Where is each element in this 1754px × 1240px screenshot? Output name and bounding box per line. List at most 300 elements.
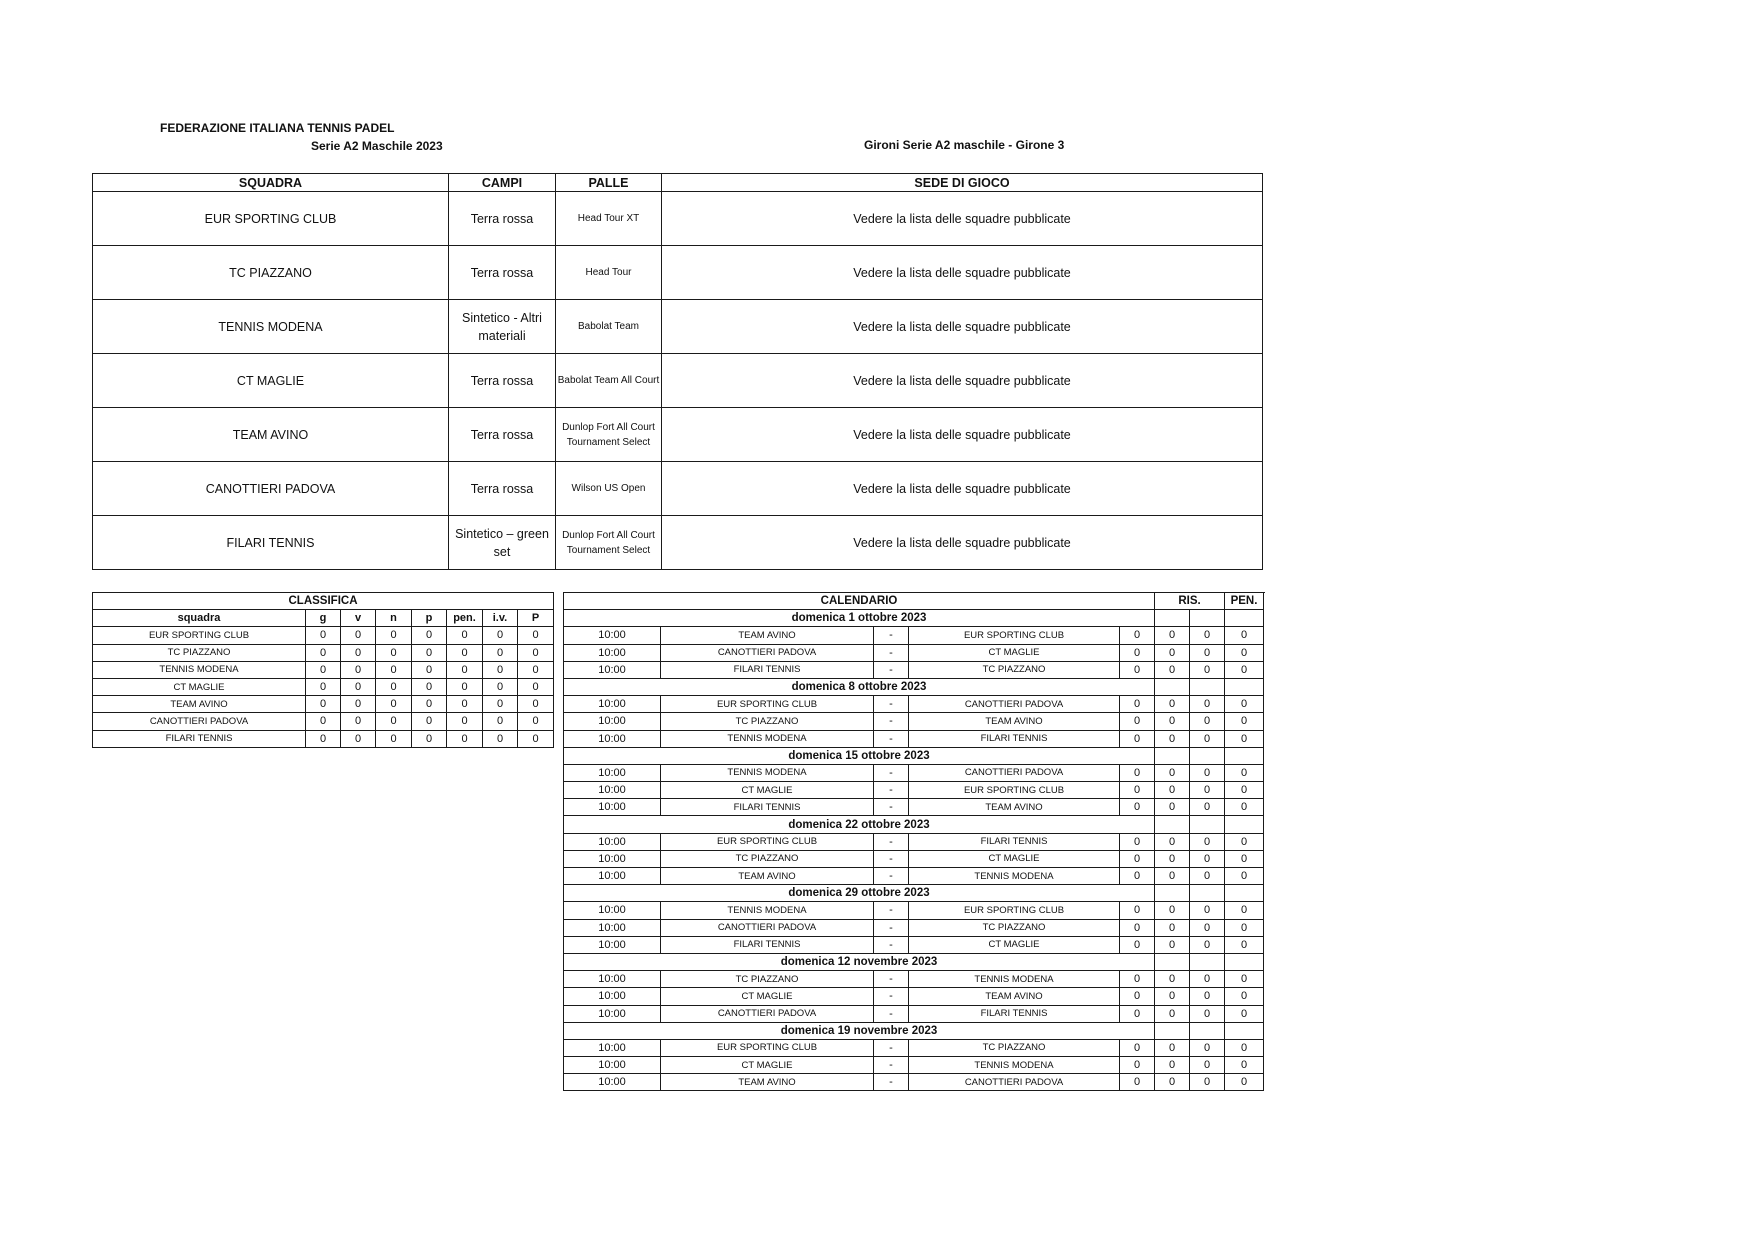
match-score: 0 (1155, 782, 1190, 799)
standing-value: 0 (306, 696, 341, 713)
standing-value: 0 (341, 644, 376, 661)
match-separator: - (874, 936, 909, 953)
match-separator: - (874, 764, 909, 781)
match-time: 10:00 (564, 1005, 661, 1022)
match-separator: - (874, 1074, 909, 1091)
match-away-team: TENNIS MODENA (909, 1057, 1120, 1074)
team-name: TEAM AVINO (93, 408, 449, 462)
table-row (93, 627, 554, 644)
match-score: 0 (1225, 764, 1264, 781)
standing-value: 0 (447, 696, 483, 713)
match-score: 0 (1225, 713, 1264, 730)
match-away-team: CANOTTIERI PADOVA (909, 1074, 1120, 1091)
standing-value: 0 (447, 644, 483, 661)
match-row (564, 902, 1264, 919)
match-score: 0 (1120, 1005, 1155, 1022)
standing-value: 0 (412, 627, 447, 644)
table-row (93, 516, 1263, 570)
match-row (564, 1005, 1264, 1022)
team-campi: Terra rossa (449, 462, 556, 516)
match-home-team: TEAM AVINO (661, 627, 874, 644)
empty-cell (1225, 885, 1264, 902)
pen-header: PEN. (1225, 593, 1264, 610)
match-score: 0 (1155, 1074, 1190, 1091)
match-separator: - (874, 730, 909, 747)
match-away-team: TENNIS MODENA (909, 868, 1120, 885)
empty-cell (1190, 885, 1225, 902)
match-time: 10:00 (564, 799, 661, 816)
match-score: 0 (1190, 919, 1225, 936)
column-header-squadra: SQUADRA (93, 174, 449, 192)
standing-value: 0 (447, 627, 483, 644)
match-score: 0 (1225, 988, 1264, 1005)
team-name: FILARI TENNIS (93, 516, 449, 570)
match-score: 0 (1120, 988, 1155, 1005)
match-home-team: TEAM AVINO (661, 1074, 874, 1091)
match-time: 10:00 (564, 971, 661, 988)
classifica-column-header: v (341, 610, 376, 627)
standing-team: FILARI TENNIS (93, 730, 306, 747)
match-row (564, 988, 1264, 1005)
match-score: 0 (1190, 988, 1225, 1005)
classifica-title: CLASSIFICA (93, 593, 554, 610)
match-score: 0 (1120, 661, 1155, 678)
match-separator: - (874, 661, 909, 678)
match-home-team: CANOTTIERI PADOVA (661, 1005, 874, 1022)
standing-value: 0 (341, 627, 376, 644)
match-score: 0 (1190, 1005, 1225, 1022)
match-row (564, 1039, 1264, 1056)
match-separator: - (874, 850, 909, 867)
standing-value: 0 (341, 696, 376, 713)
match-score: 0 (1190, 764, 1225, 781)
team-campi: Terra rossa (449, 354, 556, 408)
empty-cell (1155, 1022, 1190, 1039)
match-score: 0 (1120, 919, 1155, 936)
standing-value: 0 (412, 678, 447, 695)
match-away-team: TC PIAZZANO (909, 661, 1120, 678)
match-away-team: EUR SPORTING CLUB (909, 902, 1120, 919)
round-date: domenica 22 ottobre 2023 (564, 816, 1155, 833)
table-row (93, 246, 1263, 300)
match-separator: - (874, 868, 909, 885)
match-row (564, 730, 1264, 747)
match-time: 10:00 (564, 868, 661, 885)
column-header-sede: SEDE DI GIOCO (662, 174, 1263, 192)
match-score: 0 (1120, 868, 1155, 885)
match-score: 0 (1225, 799, 1264, 816)
match-away-team: EUR SPORTING CLUB (909, 782, 1120, 799)
match-away-team: TEAM AVINO (909, 799, 1120, 816)
match-time: 10:00 (564, 1074, 661, 1091)
classifica-table (92, 592, 554, 748)
standing-value: 0 (376, 730, 412, 747)
standing-value: 0 (306, 661, 341, 678)
classifica-column-header: pen. (447, 610, 483, 627)
standing-team: CANOTTIERI PADOVA (93, 713, 306, 730)
team-sede: Vedere la lista delle squadre pubblicate (662, 300, 1263, 354)
match-away-team: CT MAGLIE (909, 850, 1120, 867)
match-score: 0 (1120, 730, 1155, 747)
round-date-row (564, 1022, 1264, 1039)
match-score: 0 (1120, 713, 1155, 730)
match-separator: - (874, 1057, 909, 1074)
match-score: 0 (1120, 902, 1155, 919)
standing-value: 0 (306, 713, 341, 730)
standing-value: 0 (412, 644, 447, 661)
standing-value: 0 (306, 644, 341, 661)
match-home-team: TC PIAZZANO (661, 971, 874, 988)
team-palle: Head Tour (556, 246, 662, 300)
team-palle: Babolat Team All Court (556, 354, 662, 408)
match-home-team: TC PIAZZANO (661, 713, 874, 730)
empty-cell (1225, 747, 1264, 764)
match-score: 0 (1120, 627, 1155, 644)
standing-value: 0 (376, 627, 412, 644)
match-score: 0 (1155, 799, 1190, 816)
team-campi: Sintetico – green set (449, 516, 556, 570)
team-palle: Wilson US Open (556, 462, 662, 516)
match-row (564, 971, 1264, 988)
match-score: 0 (1120, 696, 1155, 713)
match-row (564, 644, 1264, 661)
match-score: 0 (1155, 644, 1190, 661)
table-row (93, 696, 554, 713)
match-score: 0 (1120, 936, 1155, 953)
match-score: 0 (1155, 988, 1190, 1005)
table-row (93, 192, 1263, 246)
match-score: 0 (1190, 936, 1225, 953)
match-score: 0 (1225, 661, 1264, 678)
match-row (564, 627, 1264, 644)
series-title: Serie A2 Maschile 2023 (311, 139, 443, 153)
team-campi: Sintetico - Altri materiali (449, 300, 556, 354)
standing-value: 0 (341, 713, 376, 730)
match-score: 0 (1155, 902, 1190, 919)
calendario-title: CALENDARIO (564, 593, 1155, 610)
match-time: 10:00 (564, 1039, 661, 1056)
match-time: 10:00 (564, 833, 661, 850)
round-date: domenica 15 ottobre 2023 (564, 747, 1155, 764)
match-separator: - (874, 696, 909, 713)
standing-value: 0 (412, 696, 447, 713)
match-score: 0 (1155, 1005, 1190, 1022)
standing-value: 0 (447, 730, 483, 747)
match-score: 0 (1190, 868, 1225, 885)
empty-cell (1190, 747, 1225, 764)
table-row (93, 678, 554, 695)
empty-cell (1155, 610, 1190, 627)
team-campi: Terra rossa (449, 408, 556, 462)
classifica-column-header: n (376, 610, 412, 627)
empty-cell (1225, 816, 1264, 833)
match-score: 0 (1155, 764, 1190, 781)
match-away-team: EUR SPORTING CLUB (909, 627, 1120, 644)
standing-value: 0 (518, 678, 554, 695)
match-score: 0 (1225, 902, 1264, 919)
empty-cell (1225, 1022, 1264, 1039)
match-away-team: CANOTTIERI PADOVA (909, 696, 1120, 713)
match-score: 0 (1225, 850, 1264, 867)
match-score: 0 (1155, 919, 1190, 936)
table-row (93, 300, 1263, 354)
match-row (564, 696, 1264, 713)
match-home-team: TENNIS MODENA (661, 764, 874, 781)
classifica-column-header: p (412, 610, 447, 627)
standing-value: 0 (483, 678, 518, 695)
empty-cell (1225, 678, 1264, 695)
classifica-column-header: i.v. (483, 610, 518, 627)
team-campi: Terra rossa (449, 192, 556, 246)
match-separator: - (874, 1005, 909, 1022)
match-home-team: TENNIS MODENA (661, 730, 874, 747)
match-row (564, 936, 1264, 953)
match-time: 10:00 (564, 730, 661, 747)
team-sede: Vedere la lista delle squadre pubblicate (662, 246, 1263, 300)
table-row (93, 462, 1263, 516)
match-score: 0 (1225, 644, 1264, 661)
match-home-team: TENNIS MODENA (661, 902, 874, 919)
match-away-team: FILARI TENNIS (909, 730, 1120, 747)
match-score: 0 (1225, 971, 1264, 988)
table-row (93, 661, 554, 678)
empty-cell (1190, 816, 1225, 833)
table-row (93, 730, 554, 747)
classifica-column-header: g (306, 610, 341, 627)
match-home-team: FILARI TENNIS (661, 936, 874, 953)
table-row (93, 408, 1263, 462)
match-away-team: FILARI TENNIS (909, 1005, 1120, 1022)
match-score: 0 (1190, 1039, 1225, 1056)
match-score: 0 (1155, 971, 1190, 988)
empty-cell (1190, 1022, 1225, 1039)
match-away-team: TENNIS MODENA (909, 971, 1120, 988)
standing-value: 0 (412, 730, 447, 747)
standing-team: CT MAGLIE (93, 678, 306, 695)
standing-value: 0 (306, 627, 341, 644)
match-time: 10:00 (564, 627, 661, 644)
match-home-team: TEAM AVINO (661, 868, 874, 885)
standing-team: EUR SPORTING CLUB (93, 627, 306, 644)
match-score: 0 (1120, 764, 1155, 781)
standing-value: 0 (376, 661, 412, 678)
match-score: 0 (1190, 833, 1225, 850)
teams-table (92, 173, 1263, 570)
match-home-team: CANOTTIERI PADOVA (661, 644, 874, 661)
match-score: 0 (1190, 1057, 1225, 1074)
round-date: domenica 1 ottobre 2023 (564, 610, 1155, 627)
match-time: 10:00 (564, 644, 661, 661)
match-away-team: TEAM AVINO (909, 988, 1120, 1005)
match-row (564, 919, 1264, 936)
empty-cell (1225, 610, 1264, 627)
match-time: 10:00 (564, 661, 661, 678)
match-away-team: CT MAGLIE (909, 644, 1120, 661)
match-home-team: EUR SPORTING CLUB (661, 696, 874, 713)
team-palle: Dunlop Fort All Court Tournament Select (556, 516, 662, 570)
team-name: TC PIAZZANO (93, 246, 449, 300)
match-separator: - (874, 971, 909, 988)
match-away-team: TEAM AVINO (909, 713, 1120, 730)
match-home-team: EUR SPORTING CLUB (661, 1039, 874, 1056)
match-separator: - (874, 713, 909, 730)
match-row (564, 782, 1264, 799)
match-time: 10:00 (564, 782, 661, 799)
match-score: 0 (1225, 833, 1264, 850)
match-score: 0 (1225, 627, 1264, 644)
standing-value: 0 (447, 678, 483, 695)
standing-value: 0 (376, 644, 412, 661)
match-time: 10:00 (564, 936, 661, 953)
standing-value: 0 (306, 730, 341, 747)
match-score: 0 (1225, 730, 1264, 747)
match-home-team: CANOTTIERI PADOVA (661, 919, 874, 936)
round-date: domenica 12 novembre 2023 (564, 953, 1155, 970)
match-score: 0 (1155, 661, 1190, 678)
standing-value: 0 (376, 678, 412, 695)
column-header-palle: PALLE (556, 174, 662, 192)
federation-title: FEDERAZIONE ITALIANA TENNIS PADEL (160, 121, 395, 135)
match-row (564, 764, 1264, 781)
match-row (564, 850, 1264, 867)
match-score: 0 (1225, 936, 1264, 953)
match-score: 0 (1190, 799, 1225, 816)
standing-value: 0 (341, 730, 376, 747)
ris-header: RIS. (1155, 593, 1225, 610)
team-sede: Vedere la lista delle squadre pubblicate (662, 192, 1263, 246)
team-palle: Dunlop Fort All Court Tournament Select (556, 408, 662, 462)
match-time: 10:00 (564, 764, 661, 781)
standing-value: 0 (412, 713, 447, 730)
match-time: 10:00 (564, 902, 661, 919)
team-name: TENNIS MODENA (93, 300, 449, 354)
match-score: 0 (1120, 1057, 1155, 1074)
standing-value: 0 (518, 696, 554, 713)
standing-value: 0 (341, 661, 376, 678)
match-score: 0 (1120, 1039, 1155, 1056)
match-score: 0 (1155, 713, 1190, 730)
team-sede: Vedere la lista delle squadre pubblicate (662, 462, 1263, 516)
match-away-team: FILARI TENNIS (909, 833, 1120, 850)
match-score: 0 (1225, 1005, 1264, 1022)
match-separator: - (874, 644, 909, 661)
round-date-row (564, 678, 1264, 695)
empty-cell (1190, 678, 1225, 695)
match-score: 0 (1120, 644, 1155, 661)
match-home-team: TC PIAZZANO (661, 850, 874, 867)
standing-value: 0 (376, 713, 412, 730)
standing-value: 0 (483, 730, 518, 747)
match-score: 0 (1155, 1039, 1190, 1056)
empty-cell (1155, 678, 1190, 695)
match-score: 0 (1155, 730, 1190, 747)
empty-cell (1155, 953, 1190, 970)
team-name: CANOTTIERI PADOVA (93, 462, 449, 516)
match-row (564, 1074, 1264, 1091)
match-home-team: FILARI TENNIS (661, 799, 874, 816)
match-away-team: CANOTTIERI PADOVA (909, 764, 1120, 781)
match-score: 0 (1225, 696, 1264, 713)
teams-table-header (93, 174, 1263, 192)
round-date-row (564, 816, 1264, 833)
table-row (93, 354, 1263, 408)
round-date-row (564, 953, 1264, 970)
match-score: 0 (1225, 1039, 1264, 1056)
team-palle: Head Tour XT (556, 192, 662, 246)
round-date-row (564, 747, 1264, 764)
match-home-team: CT MAGLIE (661, 988, 874, 1005)
match-score: 0 (1190, 696, 1225, 713)
match-separator: - (874, 902, 909, 919)
match-score: 0 (1120, 1074, 1155, 1091)
empty-cell (1225, 953, 1264, 970)
group-title: Gironi Serie A2 maschile - Girone 3 (864, 138, 1065, 152)
team-palle: Babolat Team (556, 300, 662, 354)
standing-value: 0 (483, 661, 518, 678)
match-score: 0 (1190, 713, 1225, 730)
team-name: EUR SPORTING CLUB (93, 192, 449, 246)
match-row (564, 868, 1264, 885)
standing-value: 0 (483, 713, 518, 730)
standing-value: 0 (518, 627, 554, 644)
round-date: domenica 29 ottobre 2023 (564, 885, 1155, 902)
match-home-team: FILARI TENNIS (661, 661, 874, 678)
match-time: 10:00 (564, 850, 661, 867)
match-score: 0 (1155, 1057, 1190, 1074)
match-score: 0 (1155, 868, 1190, 885)
team-sede: Vedere la lista delle squadre pubblicate (662, 408, 1263, 462)
match-time: 10:00 (564, 696, 661, 713)
match-row (564, 1057, 1264, 1074)
empty-cell (1155, 885, 1190, 902)
match-score: 0 (1155, 696, 1190, 713)
match-score: 0 (1225, 1057, 1264, 1074)
standing-value: 0 (412, 661, 447, 678)
match-separator: - (874, 919, 909, 936)
standing-value: 0 (518, 661, 554, 678)
match-score: 0 (1120, 971, 1155, 988)
match-time: 10:00 (564, 919, 661, 936)
round-date: domenica 19 novembre 2023 (564, 1022, 1155, 1039)
standing-value: 0 (447, 661, 483, 678)
match-score: 0 (1225, 919, 1264, 936)
standing-team: TEAM AVINO (93, 696, 306, 713)
match-score: 0 (1190, 1074, 1225, 1091)
team-sede: Vedere la lista delle squadre pubblicate (662, 354, 1263, 408)
standing-value: 0 (306, 678, 341, 695)
match-separator: - (874, 799, 909, 816)
match-score: 0 (1225, 868, 1264, 885)
match-score: 0 (1190, 627, 1225, 644)
match-row (564, 799, 1264, 816)
team-campi: Terra rossa (449, 246, 556, 300)
match-away-team: TC PIAZZANO (909, 1039, 1120, 1056)
empty-cell (1190, 953, 1225, 970)
match-separator: - (874, 782, 909, 799)
standing-team: TENNIS MODENA (93, 661, 306, 678)
match-score: 0 (1225, 782, 1264, 799)
match-score: 0 (1155, 833, 1190, 850)
match-score: 0 (1225, 1074, 1264, 1091)
standing-value: 0 (483, 627, 518, 644)
standing-value: 0 (483, 644, 518, 661)
standing-value: 0 (518, 713, 554, 730)
match-score: 0 (1190, 644, 1225, 661)
team-name: CT MAGLIE (93, 354, 449, 408)
standing-value: 0 (518, 730, 554, 747)
classifica-column-header: P (518, 610, 554, 627)
table-row (93, 713, 554, 730)
